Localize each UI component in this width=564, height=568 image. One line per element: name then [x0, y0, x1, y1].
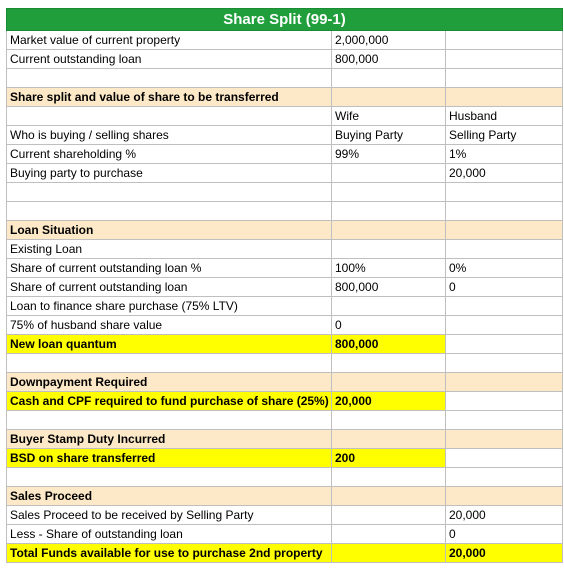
- table-row: [7, 525, 563, 544]
- cell-col2[interactable]: [332, 506, 446, 525]
- cell-col2[interactable]: 800,000: [332, 335, 446, 354]
- cell-col2[interactable]: 800,000: [332, 50, 446, 69]
- cell-col1[interactable]: Market value of current property: [7, 31, 332, 50]
- cell-col1[interactable]: Share split and value of share to be transferred: [7, 88, 332, 107]
- cell-col2[interactable]: [332, 164, 446, 183]
- cell-col1[interactable]: Sales Proceed: [7, 487, 332, 506]
- table-row: [7, 164, 563, 183]
- table-row: [7, 297, 563, 316]
- cell-col3[interactable]: Selling Party: [446, 126, 563, 145]
- cell-col2[interactable]: [332, 468, 446, 487]
- cell-col1[interactable]: Share of current outstanding loan %: [7, 259, 332, 278]
- table-row: [7, 544, 563, 563]
- cell-col1[interactable]: [7, 69, 332, 88]
- cell-col3[interactable]: [446, 335, 563, 354]
- table-row: [7, 506, 563, 525]
- cell-col3[interactable]: Husband: [446, 107, 563, 126]
- title-row: [7, 9, 563, 31]
- cell-col3[interactable]: 0: [446, 278, 563, 297]
- cell-col3[interactable]: 1%: [446, 145, 563, 164]
- cell-col3[interactable]: [446, 487, 563, 506]
- cell-col3[interactable]: [446, 183, 563, 202]
- cell-col1[interactable]: Less - Share of outstanding loan: [7, 525, 332, 544]
- spreadsheet: [6, 8, 563, 563]
- cell-col3[interactable]: 0%: [446, 259, 563, 278]
- cell-col3[interactable]: [446, 69, 563, 88]
- cell-col2[interactable]: 200: [332, 449, 446, 468]
- cell-col1[interactable]: [7, 107, 332, 126]
- cell-col2[interactable]: [332, 221, 446, 240]
- cell-col3[interactable]: [446, 31, 563, 50]
- cell-col2[interactable]: [332, 430, 446, 449]
- table-row: [7, 316, 563, 335]
- section-header-row: [7, 221, 563, 240]
- cell-col2[interactable]: 2,000,000: [332, 31, 446, 50]
- cell-col3[interactable]: [446, 316, 563, 335]
- share-split-table: [6, 8, 563, 563]
- cell-col1[interactable]: Buyer Stamp Duty Incurred: [7, 430, 332, 449]
- cell-col3[interactable]: [446, 468, 563, 487]
- cell-col3[interactable]: 0: [446, 525, 563, 544]
- table-row: [7, 449, 563, 468]
- cell-col1[interactable]: Cash and CPF required to fund purchase of share (25%): [7, 392, 332, 411]
- cell-col1[interactable]: [7, 411, 332, 430]
- cell-col2[interactable]: [332, 297, 446, 316]
- cell-col3[interactable]: [446, 297, 563, 316]
- table-row: [7, 145, 563, 164]
- cell-col2[interactable]: 100%: [332, 259, 446, 278]
- table-body: [7, 9, 563, 563]
- cell-col3[interactable]: [446, 373, 563, 392]
- cell-col2[interactable]: 99%: [332, 145, 446, 164]
- cell-col3[interactable]: [446, 392, 563, 411]
- cell-col3[interactable]: [446, 354, 563, 373]
- table-row: [7, 354, 563, 373]
- cell-col1[interactable]: Downpayment Required: [7, 373, 332, 392]
- cell-col2[interactable]: [332, 88, 446, 107]
- cell-col3[interactable]: [446, 221, 563, 240]
- cell-col2[interactable]: 0: [332, 316, 446, 335]
- cell-col1[interactable]: Loan to finance share purchase (75% LTV): [7, 297, 332, 316]
- cell-col2[interactable]: [332, 525, 446, 544]
- cell-col2[interactable]: [332, 373, 446, 392]
- table-row: [7, 69, 563, 88]
- cell-col3[interactable]: [446, 50, 563, 69]
- table-row: [7, 411, 563, 430]
- table-row: [7, 392, 563, 411]
- cell-col1[interactable]: BSD on share transferred: [7, 449, 332, 468]
- cell-col2[interactable]: [332, 240, 446, 259]
- cell-col1[interactable]: Buying party to purchase: [7, 164, 332, 183]
- cell-col3[interactable]: [446, 449, 563, 468]
- cell-col3[interactable]: [446, 202, 563, 221]
- table-row: [7, 202, 563, 221]
- cell-col1[interactable]: Sales Proceed to be received by Selling Party: [7, 506, 332, 525]
- cell-col1[interactable]: Current shareholding %: [7, 145, 332, 164]
- table-row: [7, 259, 563, 278]
- cell-col1[interactable]: Share of current outstanding loan: [7, 278, 332, 297]
- cell-col1[interactable]: Current outstanding loan: [7, 50, 332, 69]
- cell-col3[interactable]: [446, 88, 563, 107]
- cell-col1[interactable]: [7, 354, 332, 373]
- cell-col1[interactable]: 75% of husband share value: [7, 316, 332, 335]
- cell-col2[interactable]: 800,000: [332, 278, 446, 297]
- table-row: [7, 31, 563, 50]
- cell-col1[interactable]: [7, 468, 332, 487]
- section-header-row: [7, 430, 563, 449]
- cell-col1[interactable]: Existing Loan: [7, 240, 332, 259]
- cell-col3[interactable]: 20,000: [446, 164, 563, 183]
- cell-col1[interactable]: Who is buying / selling shares: [7, 126, 332, 145]
- cell-col2[interactable]: [332, 69, 446, 88]
- cell-col1[interactable]: [7, 202, 332, 221]
- section-header-row: [7, 373, 563, 392]
- cell-col2[interactable]: Buying Party: [332, 126, 446, 145]
- section-header-row: [7, 88, 563, 107]
- table-row: [7, 126, 563, 145]
- cell-col1[interactable]: Total Funds available for use to purchase 2nd property: [7, 544, 332, 563]
- cell-col3[interactable]: 20,000: [446, 544, 563, 563]
- table-row: [7, 468, 563, 487]
- cell-col2[interactable]: Wife: [332, 107, 446, 126]
- table-row: [7, 50, 563, 69]
- table-row: [7, 335, 563, 354]
- table-row: [7, 278, 563, 297]
- table-row: [7, 107, 563, 126]
- cell-col3[interactable]: [446, 240, 563, 259]
- cell-col3[interactable]: [446, 430, 563, 449]
- cell-col1[interactable]: [7, 183, 332, 202]
- cell-col2[interactable]: [332, 183, 446, 202]
- cell-col2[interactable]: [332, 487, 446, 506]
- cell-col3[interactable]: 20,000: [446, 506, 563, 525]
- cell-col2[interactable]: 20,000: [332, 392, 446, 411]
- cell-col2[interactable]: [332, 354, 446, 373]
- sheet-title[interactable]: Share Split (99-1): [7, 9, 563, 31]
- table-row: [7, 183, 563, 202]
- cell-col2[interactable]: [332, 411, 446, 430]
- cell-col3[interactable]: [446, 411, 563, 430]
- cell-col1[interactable]: Loan Situation: [7, 221, 332, 240]
- table-row: [7, 240, 563, 259]
- cell-col2[interactable]: [332, 544, 446, 563]
- cell-col2[interactable]: [332, 202, 446, 221]
- section-header-row: [7, 487, 563, 506]
- cell-col1[interactable]: New loan quantum: [7, 335, 332, 354]
